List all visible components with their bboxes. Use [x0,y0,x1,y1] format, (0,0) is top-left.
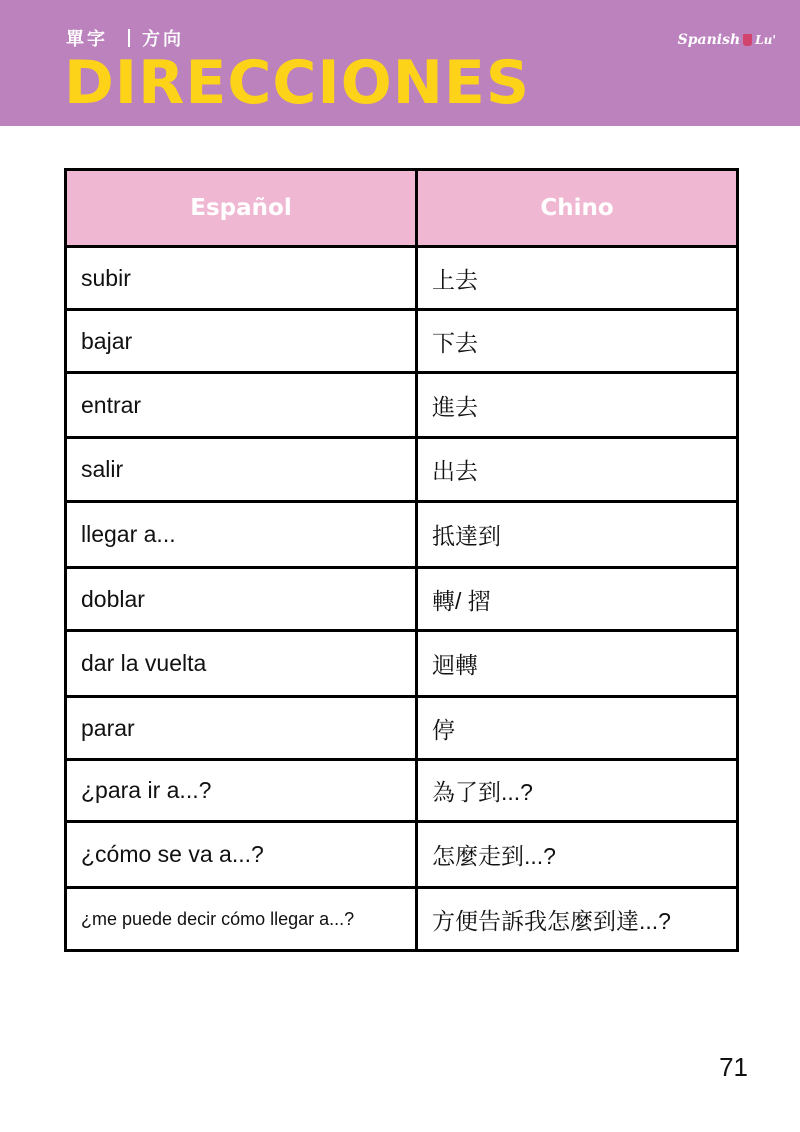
table-row [66,568,738,631]
chinese-term: 方便告訴我怎麼到達...? [417,888,738,951]
page-title: DIRECCIONES [64,48,531,118]
table-row [66,631,738,697]
spanish-term: ¿para ir a...? [66,760,417,822]
chinese-term: 停 [417,697,738,760]
logo-text-left: Spanish [677,32,741,48]
spanish-term: ¿me puede decir cómo llegar a...? [66,888,417,951]
vocabulary-table [64,168,739,952]
spanish-term: doblar [66,568,417,631]
table-row [66,760,738,822]
spanish-term: parar [66,697,417,760]
page-number: 71 [719,1052,748,1082]
cup-icon [743,34,752,46]
chinese-term: 進去 [417,373,738,438]
spanish-lu-logo [678,30,776,50]
chinese-term: 為了到...? [417,760,738,822]
topic-label: 方向 [142,29,184,50]
table-row [66,822,738,888]
logo-text-right: Lu' [755,33,776,47]
spanish-term: dar la vuelta [66,631,417,697]
chinese-term: 怎麼走到...? [417,822,738,888]
table-row [66,888,738,951]
chinese-term: 抵達到 [417,502,738,568]
table-row [66,310,738,373]
chinese-term: 下去 [417,310,738,373]
column-header-spanish: Español [66,170,417,247]
chinese-term: 轉/ 摺 [417,568,738,631]
chinese-term: 迴轉 [417,631,738,697]
chinese-term: 上去 [417,247,738,310]
subtitle-divider [128,29,130,47]
header-subtitle [66,26,184,50]
table-row [66,247,738,310]
spanish-term: ¿cómo se va a...? [66,822,417,888]
column-header-chinese: Chino [417,170,738,247]
table-row [66,373,738,438]
table-row [66,697,738,760]
spanish-term: salir [66,438,417,502]
spanish-term: llegar a... [66,502,417,568]
chinese-term: 出去 [417,438,738,502]
table-header-row [66,170,738,247]
category-label: 單字 [66,29,108,50]
spanish-term: entrar [66,373,417,438]
table-row [66,438,738,502]
table-row [66,502,738,568]
spanish-term: bajar [66,310,417,373]
page-header [0,0,800,126]
spanish-term: subir [66,247,417,310]
